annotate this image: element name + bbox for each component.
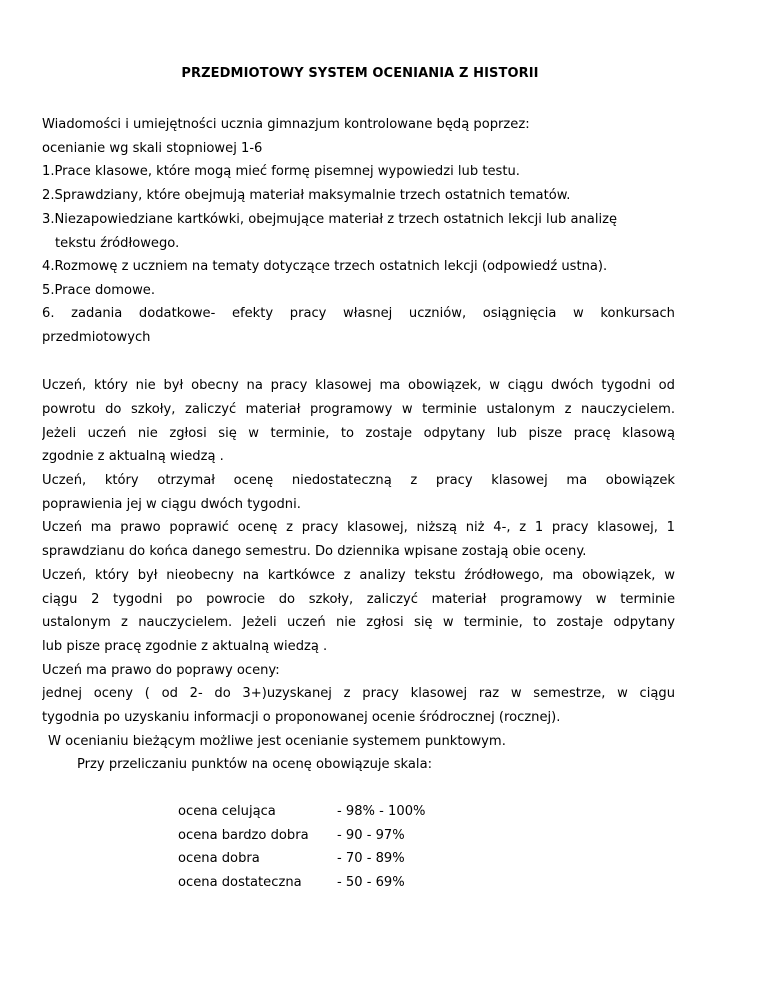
rule-paragraph-4-line-1: Uczeń, który był nieobecny na kartkówce z analizy tekstu źródłowego, ma obowiązek, w [42,568,675,583]
rule-paragraph-2-line-1: Uczeń, który otrzymał ocenę niedostateczną z pracy klasowej ma obowiązek [42,473,675,488]
rule-paragraph-1-line-3: Jeżeli uczeń nie zgłosi się w terminie, to zostaje odpytany lub pisze pracę klasową [42,426,675,441]
rule-paragraph-1-line-4: zgodnie z aktualną wiedzą . [42,449,224,464]
list-item-3: 3.Niezapowiedziane kartkówki, obejmujące materiał z trzech ostatnich lekcji lub analizę [42,212,618,227]
scale-label: ocena celująca [178,804,276,819]
list-item-1: 1.Prace klasowe, które mogą mieć formę pisemnej wypowiedzi lub testu. [42,164,520,179]
rule-paragraph-5-line-3: tygodnia po uzyskaniu informacji o proponowanej ocenie śródrocznej (rocznej). [42,710,561,725]
rule-paragraph-5-line-2: jednej oceny ( od 2- do 3+)uzyskanej z pracy klasowej raz w semestrze, w ciągu [42,686,675,701]
rule-paragraph-5-line-1: Uczeń ma prawo do poprawy oceny: [42,663,280,678]
rule-scale-intro: Przy przeliczaniu punktów na ocenę obowiązuje skala: [77,757,433,772]
list-item-6: 6. zadania dodatkowe- efekty pracy własnej uczniów, osiągnięcia w konkursach [42,306,675,321]
list-item-5: 5.Prace domowe. [42,283,155,298]
rule-paragraph-4-line-4: lub pisze pracę zgodnie z aktualną wiedzą . [42,639,328,654]
rule-paragraph-3-line-1: Uczeń ma prawo poprawić ocenę z pracy klasowej, niższą niż 4-, z 1 pracy klasowej, 1 [42,520,675,535]
document-title: PRZEDMIOTOWY SYSTEM OCENIANIA Z HISTORII [181,66,539,81]
rule-paragraph-3-line-2: sprawdzianu do końca danego semestru. Do dziennika wpisane zostają obie oceny. [42,544,587,559]
rule-paragraph-4-line-3: ustalonym z nauczycielem. Jeżeli uczeń nie zgłosi się w terminie, to zostaje odpytany [42,615,675,630]
scale-label: ocena bardzo dobra [178,828,309,843]
rule-paragraph-1-line-1: Uczeń, który nie był obecny na pracy klasowej ma obowiązek, w ciągu dwóch tygodni od [42,378,675,393]
rule-points-note: W ocenianiu bieżącym możliwe jest ocenianie systemem punktowym. [48,734,506,749]
scale-range: - 90 - 97% [337,828,405,843]
scale-range: - 70 - 89% [337,851,405,866]
rule-paragraph-1-line-2: powrotu do szkoły, zaliczyć materiał programowy w terminie ustalonym z nauczycielem. [42,402,675,417]
intro-line-1: Wiadomości i umiejętności ucznia gimnazjum kontrolowane będą poprzez: [42,117,530,132]
scale-range: - 98% - 100% [337,804,426,819]
list-item-4: 4.Rozmowę z uczniem na tematy dotyczące trzech ostatnich lekcji (odpowiedź ustna). [42,259,608,274]
intro-line-2: ocenianie wg skali stopniowej 1-6 [42,141,263,156]
rule-paragraph-2-line-2: poprawienia jej w ciągu dwóch tygodni. [42,497,301,512]
list-item-6-continued: przedmiotowych [42,330,151,345]
rule-paragraph-4-line-2: ciągu 2 tygodni po powrocie do szkoły, zaliczyć materiał programowy w terminie [42,592,675,607]
list-item-3-continued: tekstu źródłowego. [55,236,180,251]
scale-range: - 50 - 69% [337,875,405,890]
scale-label: ocena dostateczna [178,875,302,890]
scale-label: ocena dobra [178,851,260,866]
list-item-2: 2.Sprawdziany, które obejmują materiał maksymalnie trzech ostatnich tematów. [42,188,571,203]
